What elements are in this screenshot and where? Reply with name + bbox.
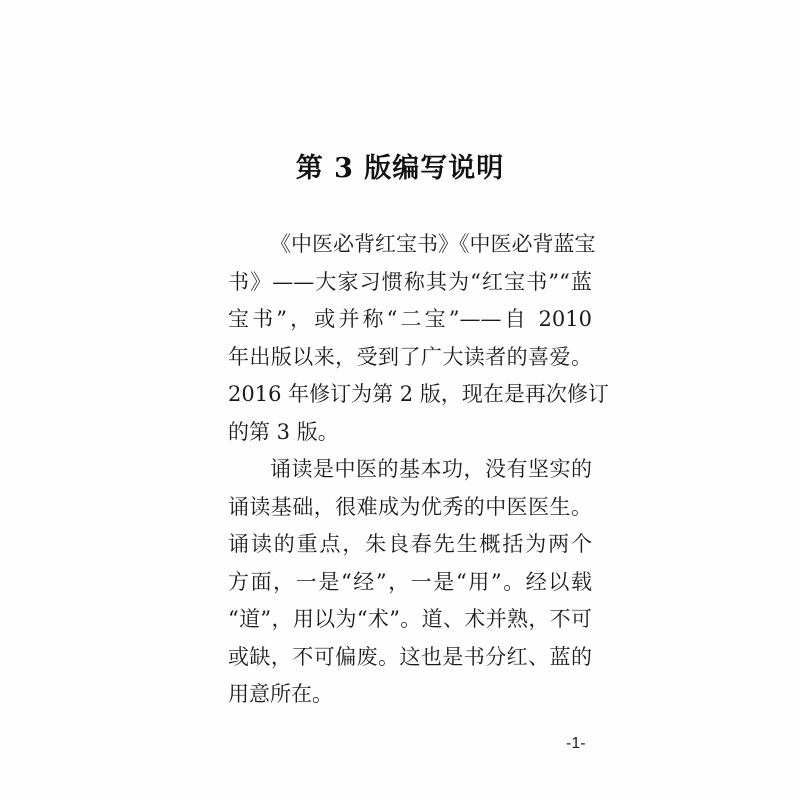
paragraph-2: [228, 451, 592, 714]
text-line: 诵读基础，很难成为优秀的中医医生。: [228, 494, 592, 519]
page-title: 第 3 版编写说明: [295, 153, 505, 184]
text-line: 《中医必背红宝书》《中医必背蓝宝: [270, 232, 596, 256]
text-line: 方面，一是“经”，一是“用”。经以载: [228, 569, 592, 594]
text-line: 书》——大家习惯称其为“红宝书”“蓝: [228, 269, 592, 294]
text-line: 的第 3 版。: [228, 419, 339, 444]
body-text: [228, 226, 609, 714]
text-line: 年出版以来，受到了广大读者的喜爱。: [228, 344, 592, 369]
text-line: 2016 年修订为第 2 版，现在是再次修订: [228, 382, 609, 406]
text-line: 或缺，不可偏废。这也是书分红、蓝的: [228, 644, 592, 669]
text-line: 诵读是中医的基本功，没有坚实的: [270, 457, 592, 481]
text-line: 诵读的重点，朱良春先生概括为两个: [228, 532, 592, 556]
text-line: 用意所在。: [228, 682, 333, 706]
text-line: 宝书”，或并称“二宝”——自 2010: [228, 307, 592, 331]
page-number: -1-: [566, 735, 586, 752]
text-line: “道”，用以为“术”。道、术并熟，不可: [228, 607, 592, 631]
paragraph-1: [228, 226, 609, 451]
